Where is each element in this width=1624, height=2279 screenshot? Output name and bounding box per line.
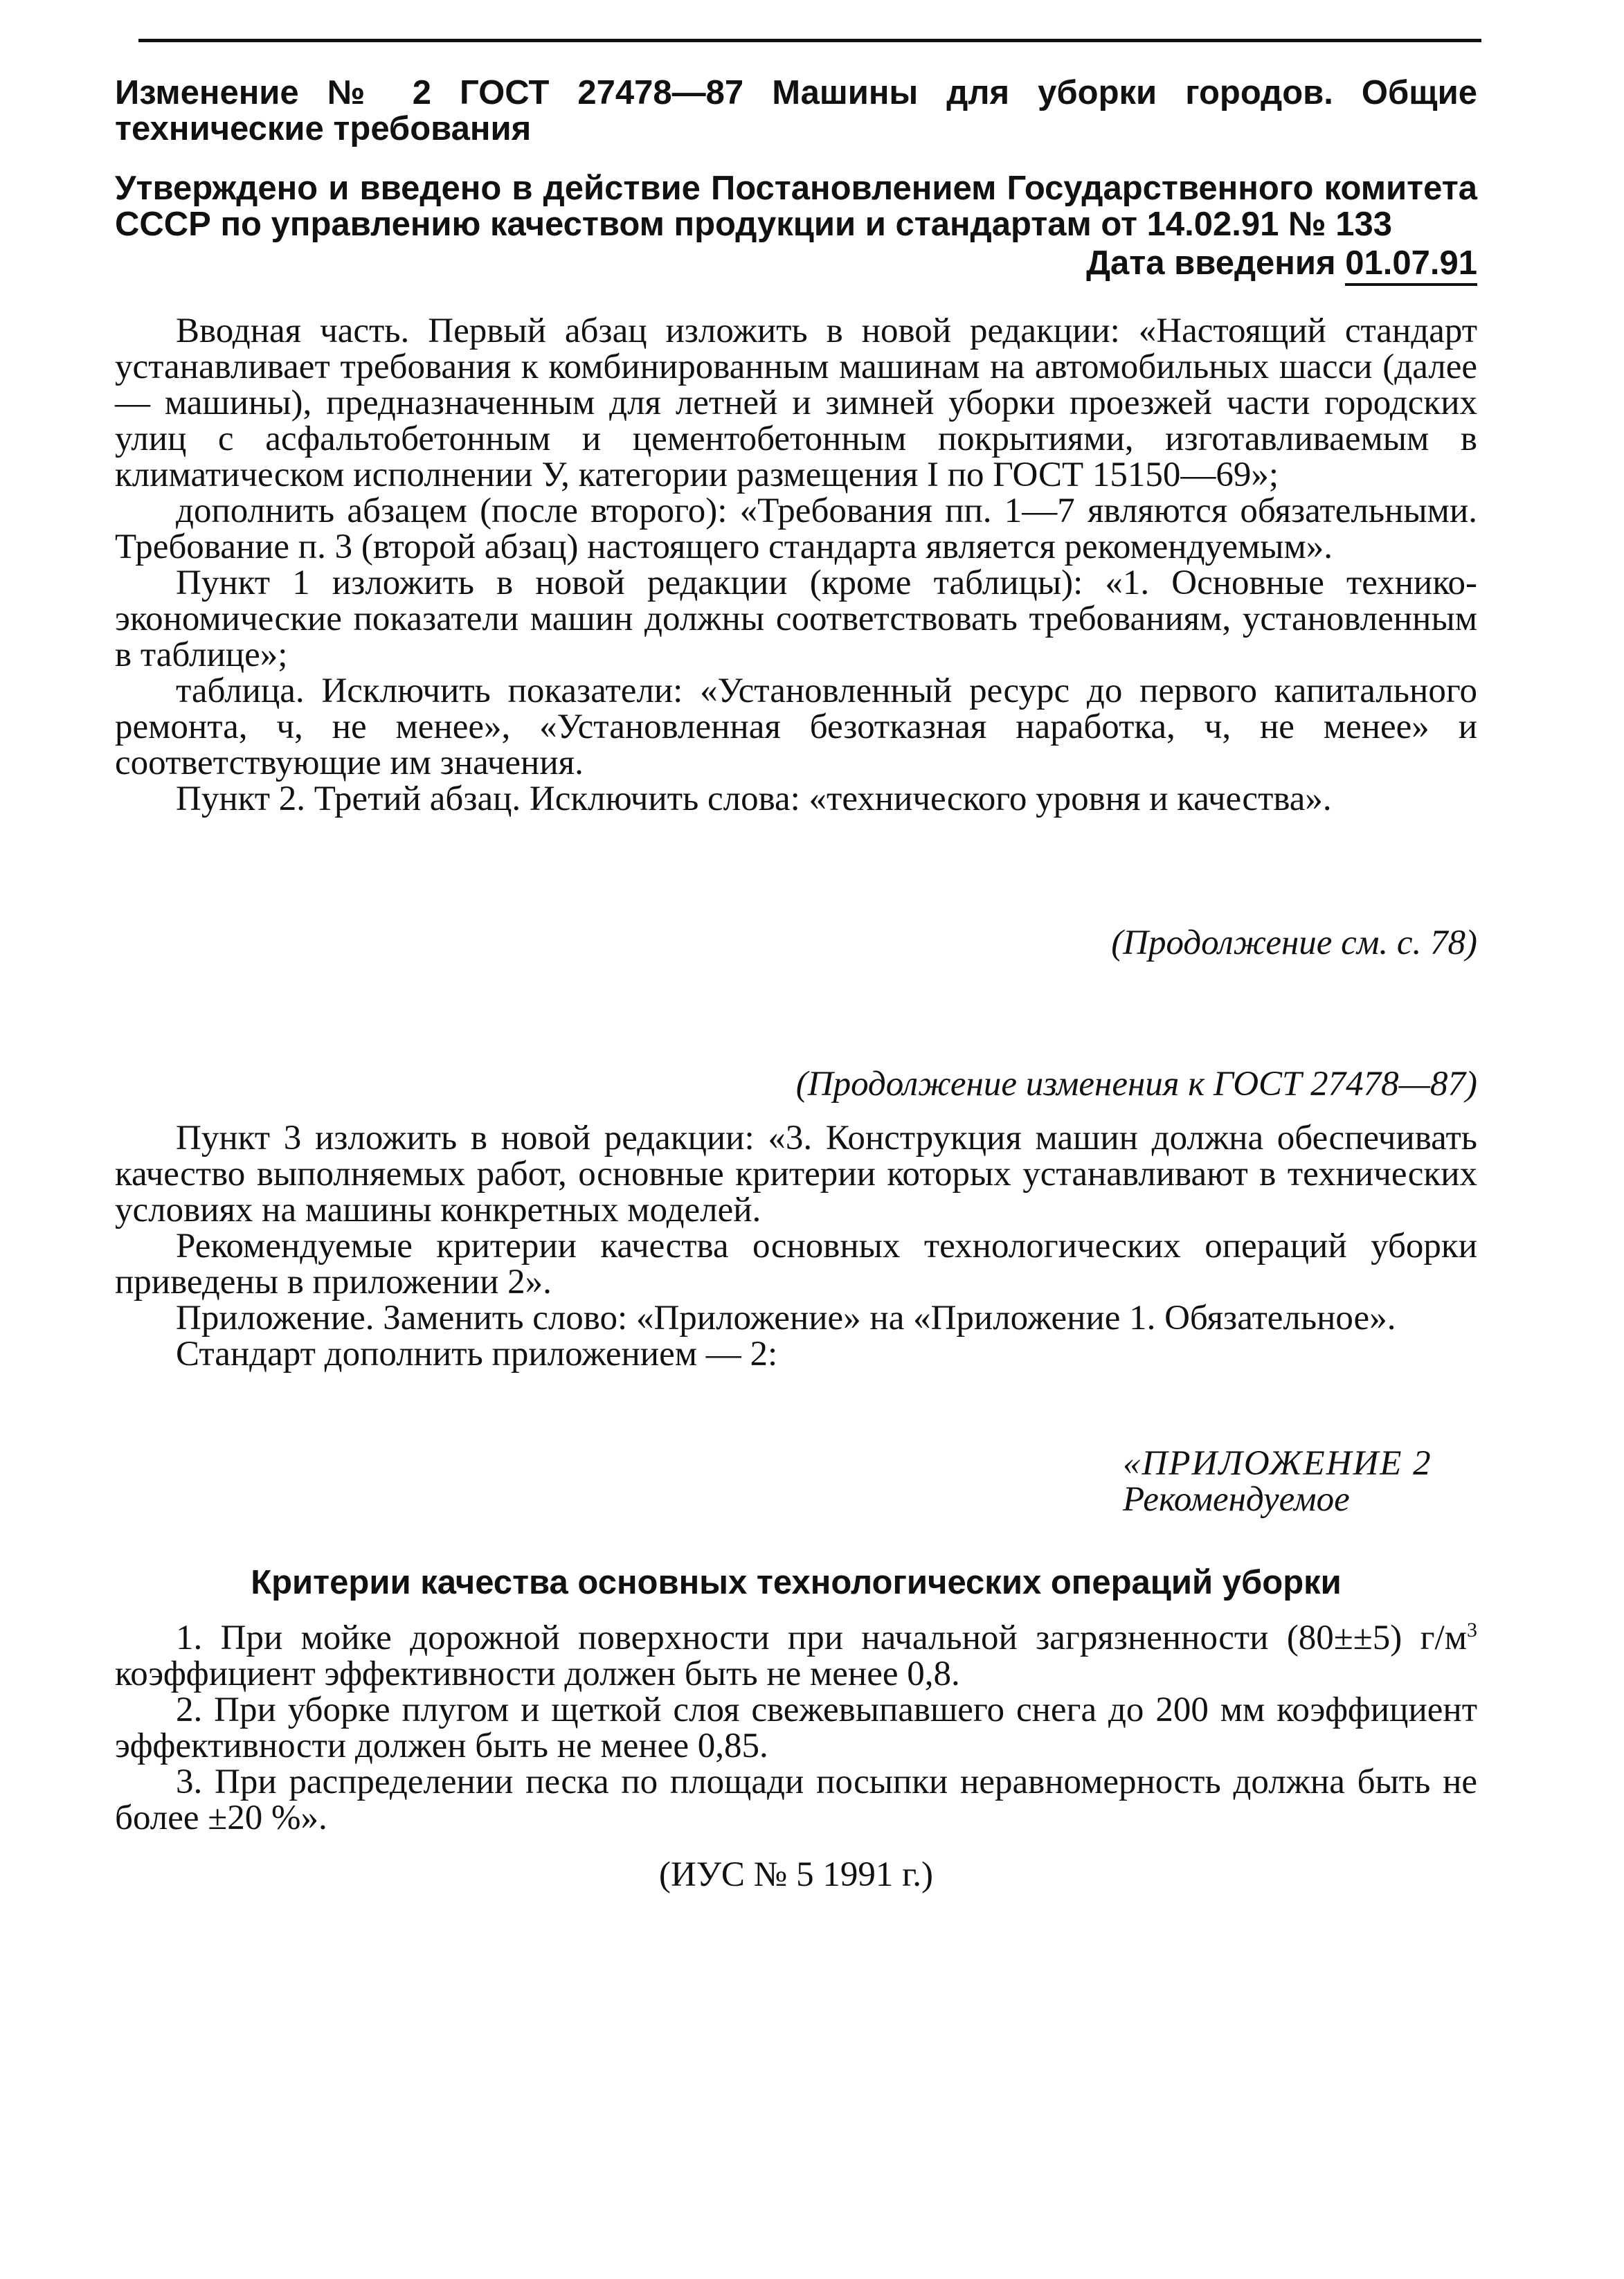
paragraph: Пункт 3 изложить в новой редакции: «3. Конструкция машин должна обеспечивать качество выполняемых работ, основные критерии которых устанавливают в технических условиях на машины конкретных моделей. <box>115 1119 1477 1229</box>
paragraph: Рекомендуемые критерии качества основных технологических операций уборки приведены в приложении 2». <box>115 1227 1477 1301</box>
paragraph: таблица. Исключить показатели: «Установленный ресурс до первого капитального ремонта, ч, не менее», «Установленная безотказная наработка, ч, не менее» и соответствующие им значения. <box>115 672 1477 782</box>
criteria-list <box>115 1620 1477 1836</box>
paragraph: Пункт 1 изложить в новой редакции (кроме таблицы): «1. Основные технико-экономические показатели машин должны соответствовать требованиям, установленным в таблице»; <box>115 564 1477 674</box>
criterion-text: коэффициент эффективности должен быть не менее 0,8. <box>115 1655 960 1693</box>
criteria-heading: Критерии качества основных технологических операций уборки <box>251 1564 1342 1601</box>
paragraph: Приложение. Заменить слово: «Приложение» на «Приложение 1. Обязательное». <box>176 1299 1396 1337</box>
section-2-body <box>115 1120 1477 1372</box>
continuation-header: (Продолжение изменения к ГОСТ 27478—87) <box>795 1065 1477 1104</box>
appendix-type: Рекомендуемое <box>1123 1480 1350 1519</box>
appendix-label-block <box>1123 1445 1483 1517</box>
criterion-text: 1. При мойке дорожной поверхности при начальной загрязненности (80±±5) г/м <box>176 1619 1467 1657</box>
source-block <box>115 1857 1477 1893</box>
effective-date-label: Дата введения <box>1086 244 1336 282</box>
paragraph: Пункт 2. Третий абзац. Исключить слова: «технического уровня и качества». <box>176 780 1332 818</box>
criteria-heading-block <box>115 1565 1477 1601</box>
document-title: Изменение № 2 ГОСТ 27478—87 Машины для уборки городов. Общие технические требования <box>115 74 1477 147</box>
continuation-note-block <box>115 925 1477 961</box>
paragraph: дополнить абзацем (после второго): «Требования пп. 1—7 являются обязательными. Требование п. 3 (второй абзац) настоящего стандарта является рекомендуемым». <box>115 492 1477 566</box>
document-header <box>115 75 1477 281</box>
top-rule <box>138 39 1481 42</box>
appendix-label: «ПРИЛОЖЕНИЕ 2 <box>1123 1444 1432 1483</box>
section-1-body <box>115 313 1477 817</box>
criterion-item: 2. При уборке плугом и щеткой слоя свежевыпавшего снега до 200 мм коэффициент эффективности должен быть не менее 0,85. <box>115 1691 1477 1765</box>
continuation-note: (Продолжение см. с. 78) <box>1111 924 1477 962</box>
superscript: 3 <box>1467 1619 1477 1641</box>
paragraph: Стандарт дополнить приложением — 2: <box>176 1335 778 1373</box>
continuation-header-block <box>115 1066 1477 1102</box>
source-reference: (ИУС № 5 1991 г.) <box>659 1855 933 1894</box>
effective-date-line <box>115 245 1477 281</box>
criterion-item: 3. При распределении песка по площади посыпки неравномерность должна быть не более ±20 %». <box>115 1763 1477 1837</box>
effective-date-value: 01.07.91 <box>1345 244 1477 286</box>
paragraph: Вводная часть. Первый абзац изложить в новой редакции: «Настоящий стандарт устанавливает требования к комбинированным машинам на автомобильных шасси (далее — машины), предназначенным для летней и зимней уборки проезжей части городских улиц с асфальтобетонным и цементобетонным покрытиями, изготавливаемым в климатическом исполнении У, категории размещения I по ГОСТ 15150—69»; <box>115 312 1477 494</box>
criterion-item <box>115 1620 1477 1692</box>
approval-statement: Утверждено и введено в действие Постановлением Государственного комитета СССР по управлению качеством продукции и стандартам от 14.02.91 № 133 <box>115 170 1477 243</box>
